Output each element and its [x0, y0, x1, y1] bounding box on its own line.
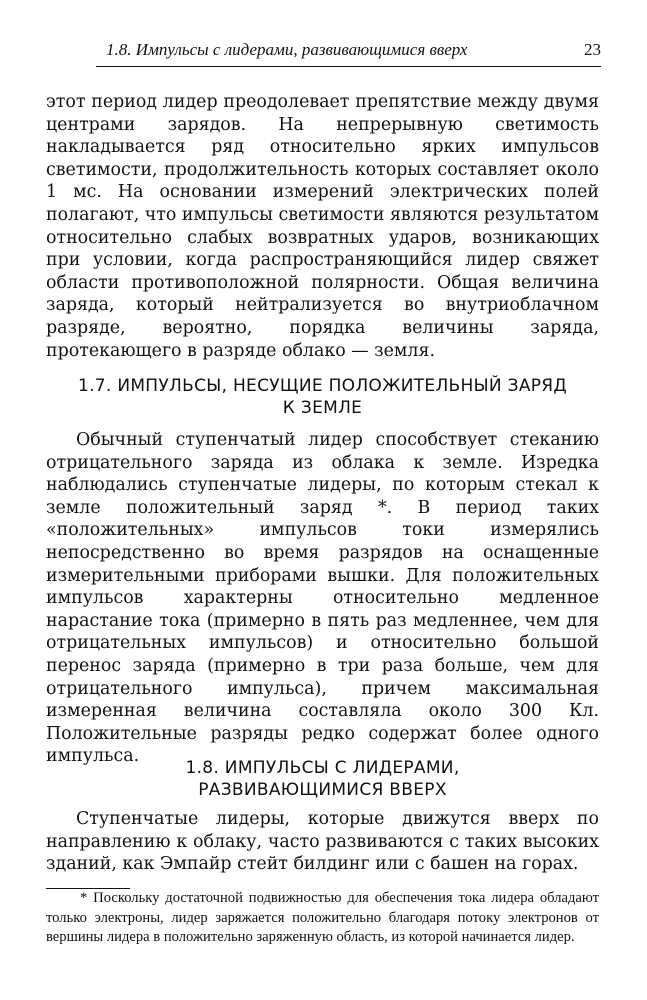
running-head-title: 1.8. Импульсы с лидерами, развивающимися вверх — [106, 40, 468, 59]
paragraph-text: Обычный ступенчатый лидер способствует стеканию отрицательного заряда из облака к земле. Изредка наблюдались ступенчатые лидеры, по которым стекал к земле положительный заряд *. В период таких «положительных» импульсов токи измерялись непосредственно во время разрядов на оснащенные измерительными приборами вышки. Для положительных импульсов характерны относительно медленное нарастание тока (примерно в пять раз медленнее, чем для отрицательных импульсов) и относительно большой перенос заряда (примерно в три раза больше, чем для отрицательного импульса), причем максимальная измеренная величина составляла около 300 Кл. Положительные разряды редко содержат более одного импульса. — [46, 430, 599, 767]
footnote-text: * Поскольку достаточной подвижностью для обеспечения тока лидера обладают только электроны, лидер заряжается положительно благодаря потоку электронов от вершины лидера в положительно заряженную область, из которой начинается лидер. — [46, 890, 599, 945]
paragraph-continuation — [46, 91, 599, 362]
footnote — [46, 889, 599, 948]
section-heading-line: 1.7. ИМПУЛЬСЫ, НЕСУЩИЕ ПОЛОЖИТЕЛЬНЫЙ ЗАРЯД — [77, 376, 567, 396]
section-heading-1-8 — [46, 757, 599, 801]
section-heading-line: 1.8. ИМПУЛЬСЫ С ЛИДЕРАМИ, — [185, 758, 460, 778]
section-heading-line: К ЗЕМЛЕ — [282, 398, 363, 418]
section-heading-1-7 — [46, 375, 599, 419]
section-1-7-body — [46, 429, 599, 768]
paragraph-text: этот период лидер преодолевает препятствие между двумя центрами зарядов. На непрерывную светимость накладывается ряд относительно ярких импульсов светимости, продолжительность которых составляет около 1 мс. На основании измерений электрических полей полагают, что импульсы светимости являются результатом относительно слабых возвратных ударов, возникающих при условии, когда распространяющийся лидер свяжет области противоположной полярности. Общая величина заряда, который нейтрализуется во внутриоблачном разряде, вероятно, порядка величины заряда, протекающего в разряде облако — земля. — [46, 92, 600, 361]
page-number: 23 — [584, 40, 601, 59]
section-1-8-body — [46, 808, 599, 876]
running-head — [96, 38, 601, 64]
section-heading-line: РАЗВИВАЮЩИМИСЯ ВВЕРХ — [198, 780, 447, 800]
paragraph-text: Ступенчатые лидеры, которые движутся вверх по направлению к облаку, часто развиваются с таких высоких зданий, как Эмпайр стейт билдинг или с башен на горах. — [46, 809, 599, 875]
header-rule — [96, 66, 601, 67]
